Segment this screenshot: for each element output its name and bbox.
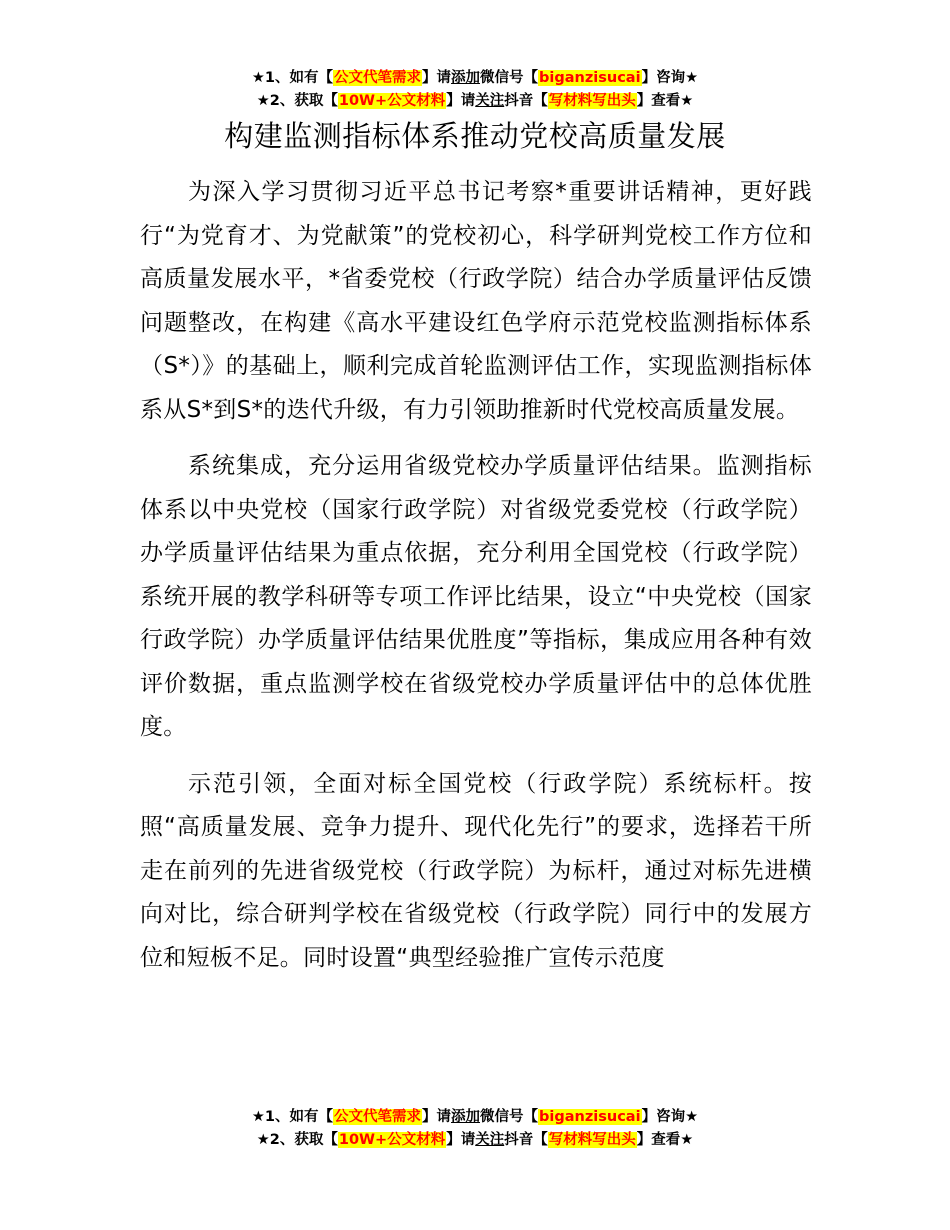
promo-text: 】请 (422, 1109, 452, 1125)
promo-text: ★2、获取【 (256, 1132, 338, 1148)
promo-underlined: 关注 (475, 1132, 505, 1148)
promo-douyin-account: 写材料写出头 (548, 1132, 636, 1148)
promo-text: 】咨询★ (641, 70, 699, 86)
promo-highlight: 10W+公文材料 (338, 1132, 446, 1148)
promo-underlined: 关注 (475, 93, 505, 109)
header-promo-banner (0, 67, 950, 113)
promo-underlined: 添加 (451, 70, 481, 86)
promo-highlight: 公文代笔需求 (334, 70, 422, 86)
promo-text: 微信号【 (480, 1109, 539, 1125)
promo-text: 抖音【 (504, 1132, 548, 1148)
promo-text: 抖音【 (504, 93, 548, 109)
promo-line-1 (0, 67, 950, 90)
body-paragraph: 示范引领，全面对标全国党校（行政学院）系统标杆。按照“高质量发展、竞争力提升、现代化先行”的要求，选择若干所走在前列的先进省级党校（行政学院）为标杆，通过对标先进横向对比，综合研判学校在省级党校（行政学院）同行中的发展方位和短板不足。同时设置“典型经验推广宣传示范度 (140, 770, 812, 971)
promo-text: 】请 (446, 93, 476, 109)
document-body (140, 171, 812, 993)
promo-line-2 (0, 1129, 950, 1152)
promo-text: ★2、获取【 (256, 93, 338, 109)
promo-text: 】查看★ (636, 93, 694, 109)
promo-text: 】请 (446, 1132, 476, 1148)
promo-line-2 (0, 90, 950, 113)
body-paragraph: 为深入学习贯彻习近平总书记考察*重要讲话精神，更好践行“为党育才、为党献策”的党校初心，科学研判党校工作方位和高质量发展水平，*省委党校（行政学院）结合办学质量评估反馈问题整改，在构建《高水平建设红色学府示范党校监测指标体系（S*）》的基础上，顺利完成首轮监测评估工作，实现监测指标体系从S*到S*的迭代升级，有力引领助推新时代党校高质量发展。 (140, 179, 812, 423)
body-paragraph: 系统集成，充分运用省级党校办学质量评估结果。监测指标体系以中央党校（国家行政学院）对省级党委党校（行政学院）办学质量评估结果为重点依据，充分利用全国党校（行政学院）系统开展的教学科研等专项工作评比结果，设立“中央党校（国家行政学院）办学质量评估结果优胜度”等指标，集成应用各种有效评价数据，重点监测学校在省级党校办学质量评估中的总体优胜度。 (140, 453, 812, 740)
promo-text: 】请 (422, 70, 452, 86)
promo-wechat-id: biganzisucai (539, 70, 641, 86)
promo-text: 】咨询★ (641, 1109, 699, 1125)
promo-douyin-account: 写材料写出头 (548, 93, 636, 109)
promo-text: ★1、如有【 (251, 1109, 334, 1125)
promo-underlined: 添加 (451, 1109, 481, 1125)
promo-text: 】查看★ (636, 1132, 694, 1148)
promo-text: 微信号【 (480, 70, 539, 86)
promo-highlight: 10W+公文材料 (338, 93, 446, 109)
promo-highlight: 公文代笔需求 (334, 1109, 422, 1125)
promo-line-1 (0, 1106, 950, 1129)
promo-wechat-id: biganzisucai (539, 1109, 641, 1125)
document-title: 构建监测指标体系推动党校高质量发展 (224, 119, 726, 153)
footer-promo-banner (0, 1106, 950, 1152)
promo-text: ★1、如有【 (251, 70, 334, 86)
